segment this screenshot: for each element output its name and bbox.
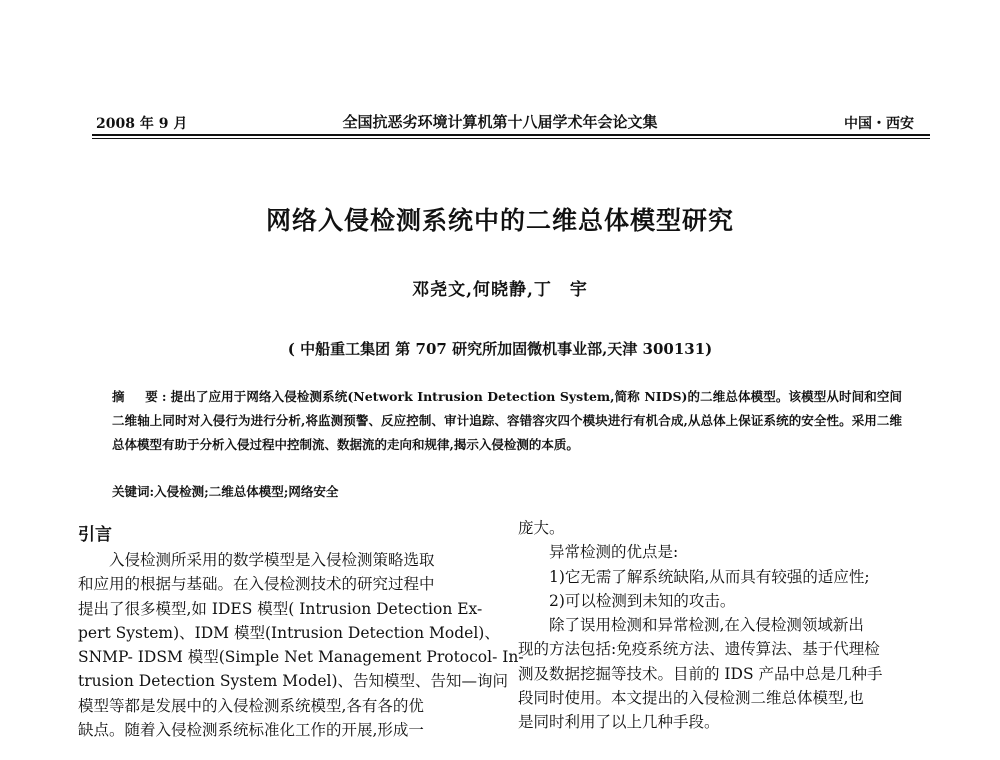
right-line: 1)它无需了解系统缺陷,从而具有较强的适应性; [549, 567, 870, 586]
paper-authors: 邓尧文,何晓静,丁 宇 [412, 280, 588, 300]
right-line: 是同时利用了以上几种手段。 [518, 713, 720, 732]
left-line: 入侵检测所采用的数学模型是入侵检测策略选取 [109, 551, 435, 569]
keywords-text: 入侵检测;二维总体模型;网络安全 [154, 484, 339, 499]
left-line: 提出了很多模型,如 IDES 模型( Intrusion Detection Ex- [78, 599, 483, 618]
right-line: 2)可以检测到未知的攻击。 [549, 591, 736, 610]
left-line: trusion Detection System Model)、告知模型、告知—询问 [78, 672, 509, 691]
right-line: 异常检测的优点是: [549, 543, 679, 562]
right-line: 现的方法包括:免疫系统方法、遗传算法、基于代理检 [518, 640, 880, 659]
right-column [518, 516, 932, 735]
abstract-label: 摘 要: [112, 389, 171, 404]
header-rule-thick [92, 134, 930, 136]
right-line: 段同时使用。本文提出的入侵检测二维总体模型,也 [518, 689, 864, 708]
abstract-text: 提出了应用于网络入侵检测系统(Network Intrusion Detection System,简称 NIDS)的二维总体模型。该模型从时间和空间二维轴上同时对入侵行为进行分析,将监测预警、反应控制、审计追踪、容错容灾四个模块进行有机合成,从总体上保证系统的安全性。采用二维总体模型有助于分析入侵过程中控制流、数据流的走向和规律,揭示入侵检测的本质。 [112, 389, 902, 452]
header-location: 中国・西安 [844, 116, 914, 132]
left-line: 模型等都是发展中的入侵检测系统模型,各有各的优 [78, 696, 424, 715]
right-line: 除了误用检测和异常检测,在入侵检测领域新出 [549, 616, 864, 635]
left-line: 缺点。随着入侵检测系统标准化工作的开展,形成一 [78, 721, 424, 740]
paper-affiliation: ( 中船重工集团 第 707 研究所加固微机事业部,天津 300131) [287, 340, 713, 358]
abstract [112, 385, 902, 457]
left-line: pert System)、IDM 模型(Intrusion Detection Model)、 [78, 623, 500, 642]
header-rule-thin [92, 138, 930, 139]
left-column [78, 548, 524, 742]
section-title-introduction: 引言 [78, 525, 112, 545]
left-line: 和应用的根据与基础。在入侵检测技术的研究过程中 [78, 575, 435, 594]
header-date: 2008 年 9 月 [96, 116, 188, 132]
right-line: 测及数据挖掘等技术。目前的 IDS 产品中总是几种手 [518, 664, 883, 683]
header-proceedings-title: 全国抗恶劣环境计算机第十八届学术年会论文集 [342, 113, 658, 131]
paper-title: 网络入侵检测系统中的二维总体模型研究 [265, 206, 734, 235]
keywords-label: 关键词: [112, 484, 155, 499]
right-line: 庞大。 [518, 519, 565, 537]
keywords [112, 482, 338, 500]
left-line: SNMP- IDSM 模型(Simple Net Management Protocol- In- [78, 648, 524, 667]
